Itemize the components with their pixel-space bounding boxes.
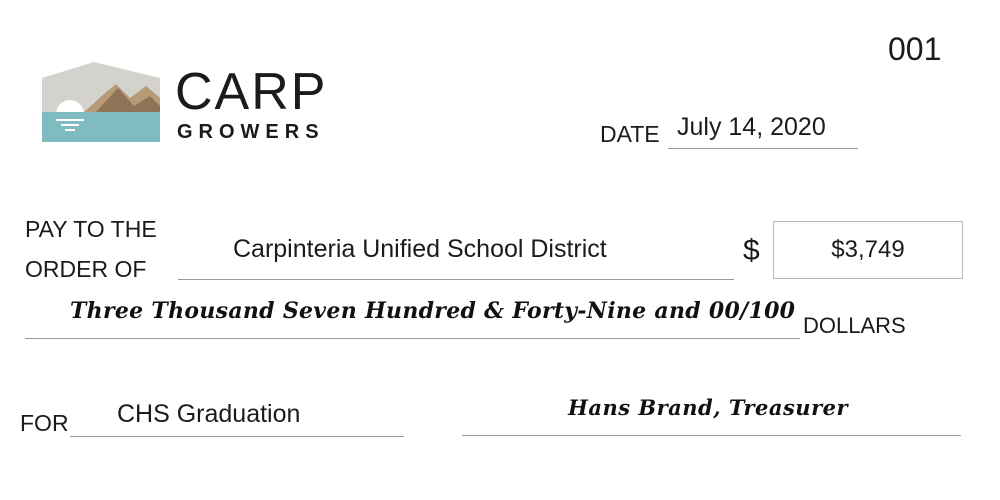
signature-line [462, 435, 961, 436]
payee-name: Carpinteria Unified School District [233, 235, 607, 263]
signature: Hans Brand, Treasurer [568, 395, 849, 420]
brand-subtitle: GROWERS [177, 121, 325, 143]
memo-line [70, 436, 404, 437]
date-value: July 14, 2020 [677, 113, 826, 141]
company-logo-icon [42, 62, 160, 142]
check-number: 001 [888, 31, 942, 67]
memo-label: FOR [20, 410, 69, 436]
memo-value: CHS Graduation [117, 400, 301, 428]
amount-box: $3,749 [773, 221, 963, 279]
pay-to-label-line2: ORDER OF [25, 256, 147, 282]
pay-to-label-line1: PAY TO THE [25, 216, 157, 242]
amount-words-line [25, 338, 800, 339]
dollar-sign: $ [743, 234, 760, 267]
date-label: DATE [600, 121, 660, 147]
brand-name: CARP [175, 63, 328, 121]
dollars-label: DOLLARS [803, 313, 906, 338]
payee-line [178, 279, 734, 280]
date-line [668, 148, 858, 149]
amount-in-words: Three Thousand Seven Hundred & Forty-Nine and 00/100 [70, 298, 796, 324]
